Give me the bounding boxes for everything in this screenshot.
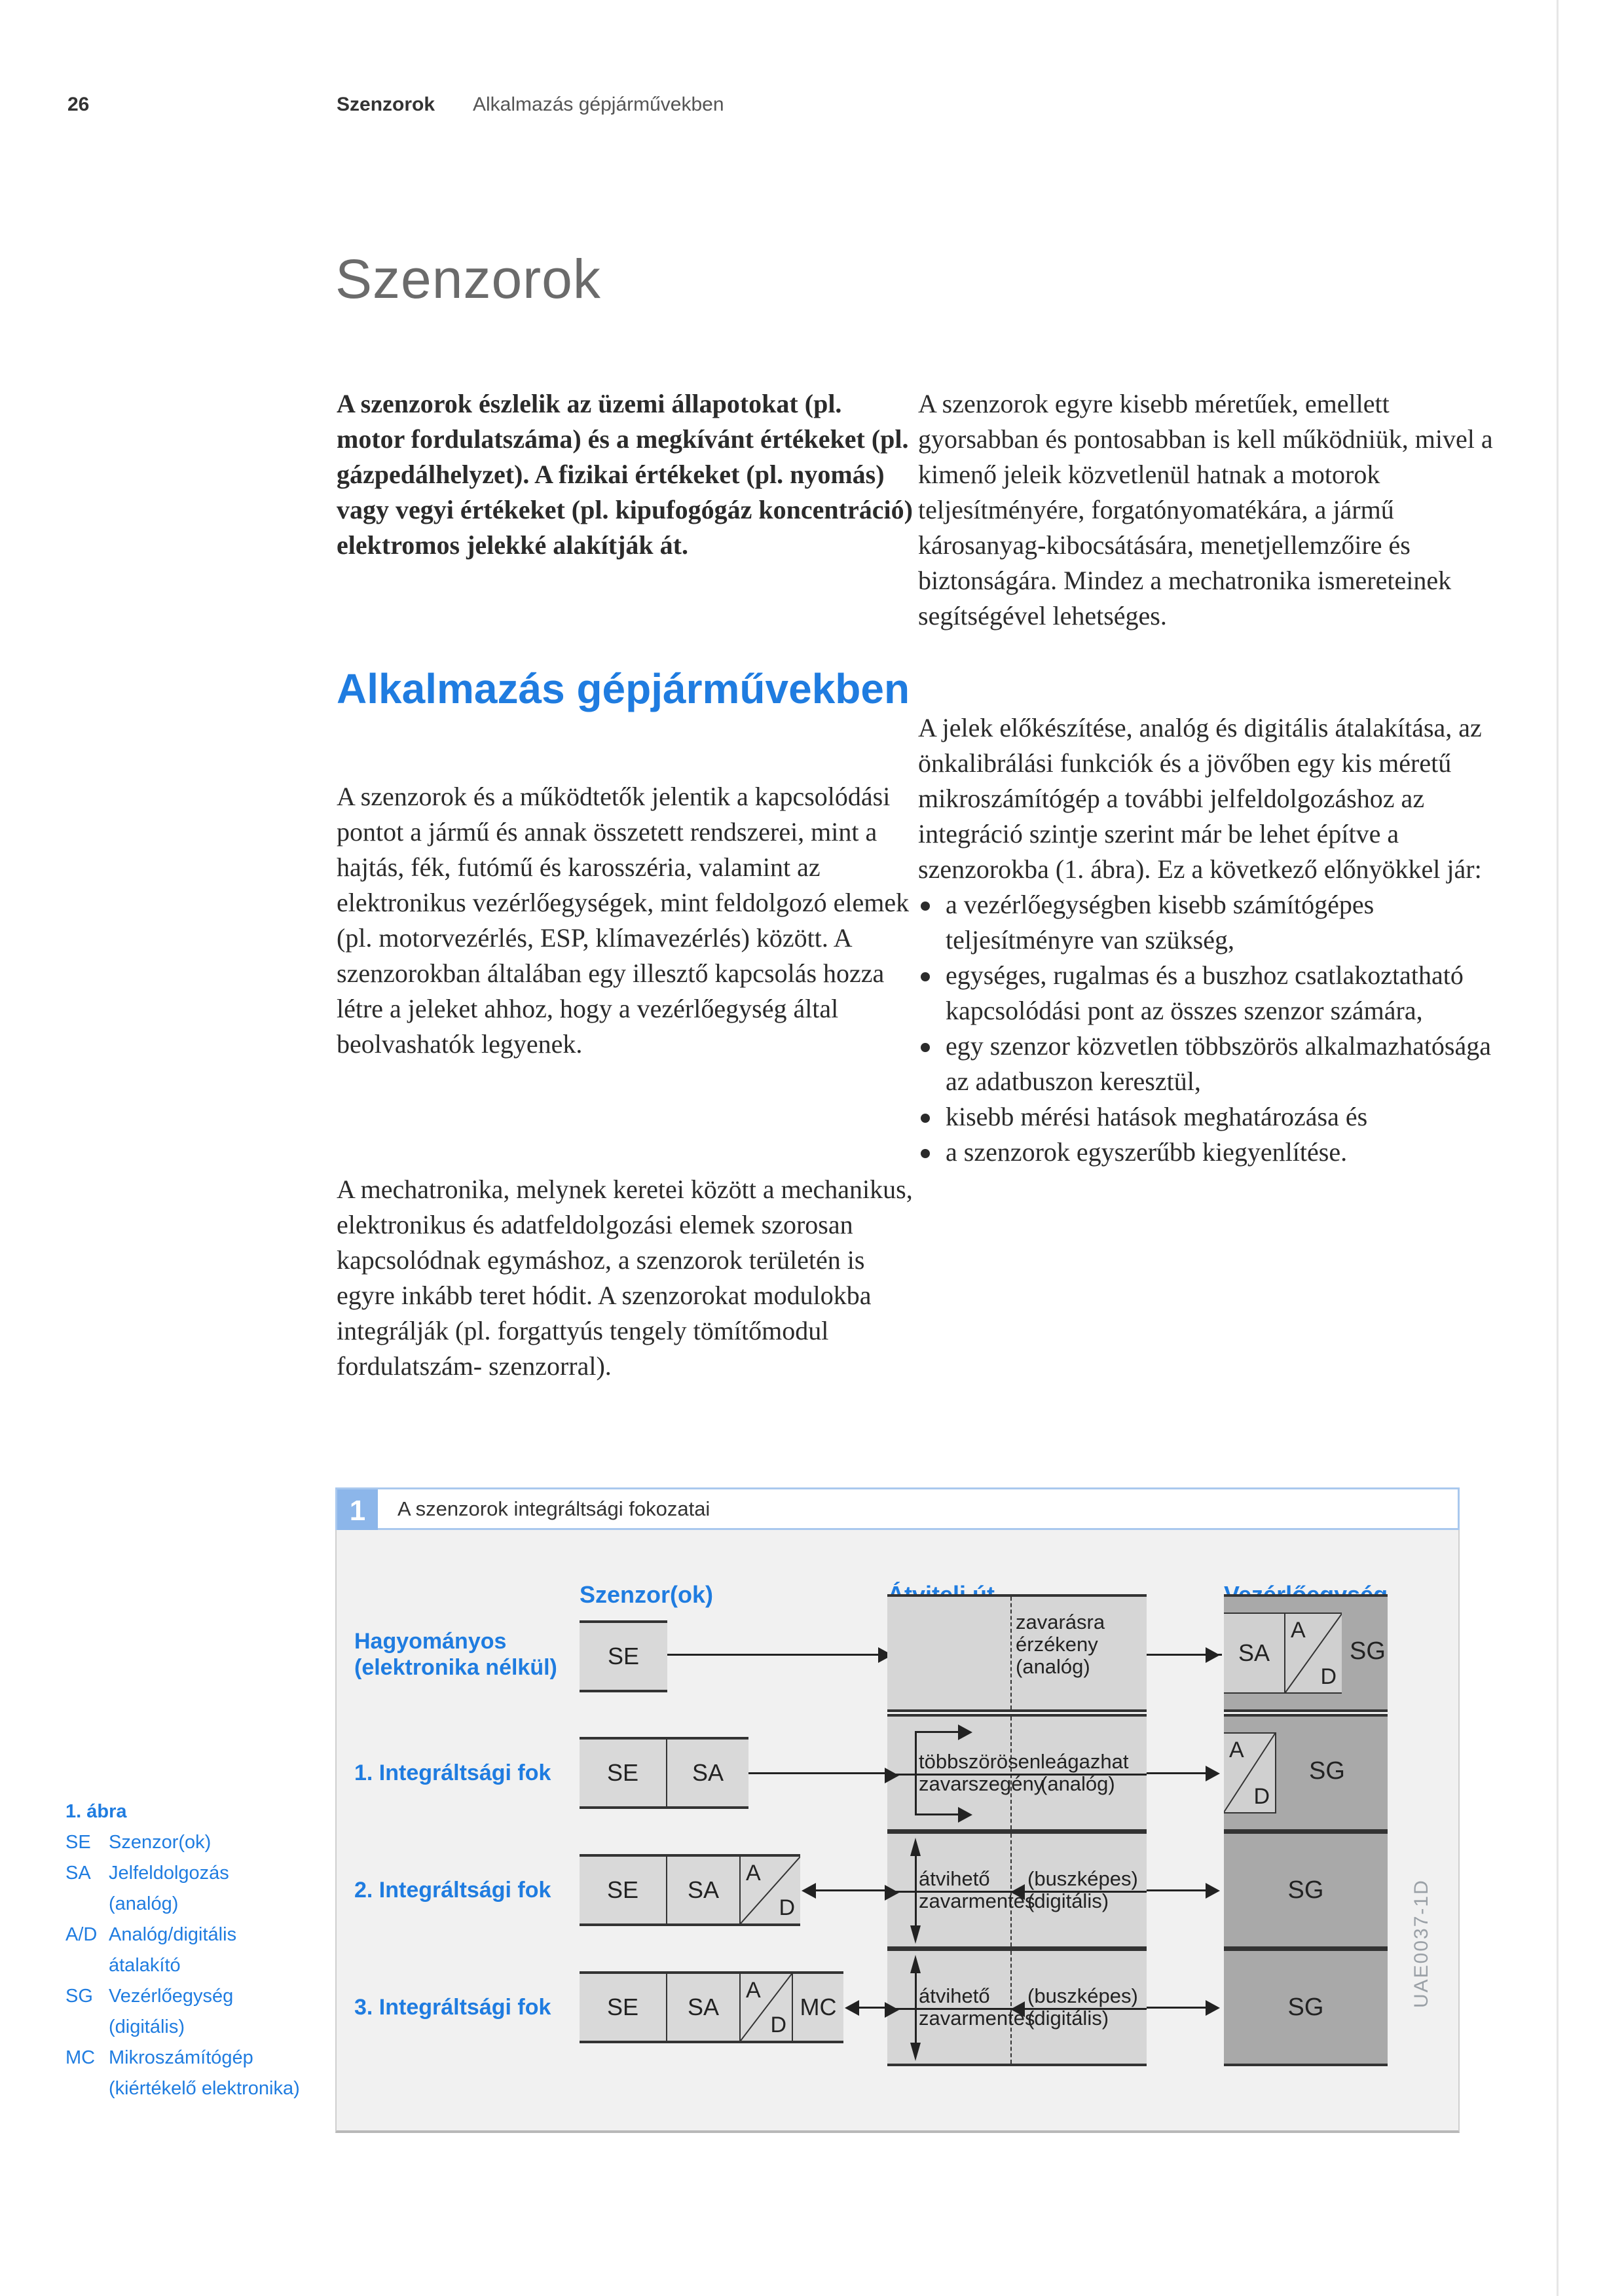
control-unit-box <box>1224 1831 1388 1949</box>
note-line: többszörösen <box>919 1750 1041 1773</box>
arrow-right-icon <box>885 1768 899 1783</box>
figure-header <box>335 1487 1460 1530</box>
block-label: MC <box>800 1994 837 2020</box>
figure-title: A szenzorok integráltsági fokozatai <box>397 1497 710 1520</box>
row-label-level-1: 1. Integráltsági fok <box>354 1760 551 1785</box>
arrow-right-icon <box>1206 2000 1220 2016</box>
caption-abbr: A/D <box>65 1924 98 1945</box>
signal-line <box>1147 1772 1206 1774</box>
ad-d-label: D <box>1320 1664 1337 1689</box>
body-text: A szenzorok egyre kisebb méretűek, emellett gyorsabban és pontosabban is kell működniük, mivel a kimenő jeleik közvetlenül hatnak a motorok teljesítményére, forgatónyomatékára, a jármű károsanyag-kibocsátására, menetjellemzőire és biztonságára. Mindez a mechatronika ismereteinek segítségével lehetséges. <box>918 389 1493 630</box>
block-label: SA <box>687 1876 720 1903</box>
list-item: a vezérlőegységben kisebb számítógépes teljesítményre van szükség, <box>918 887 1494 958</box>
arrow-right-icon <box>1206 1883 1220 1899</box>
block-mc <box>793 1974 843 2041</box>
list-item: egységes, rugalmas és a buszhoz csatlakoztatható kapcsolódási pont az összes szenzor számára, <box>918 958 1494 1029</box>
signal-line <box>1147 2007 1206 2009</box>
arrow-left-icon <box>845 2000 859 2016</box>
ad-d-label: D <box>779 1895 795 1920</box>
block-sa <box>667 1857 741 1923</box>
block-sg: SG <box>1350 1637 1386 1665</box>
page-number: 26 <box>67 94 90 115</box>
caption-abbr: SG <box>65 1986 93 2007</box>
sensor-module <box>580 1971 843 2043</box>
signal-line <box>1147 1889 1206 1891</box>
list-item: kisebb mérési hatások meghatározása és <box>918 1099 1494 1135</box>
signal-line <box>858 2007 887 2009</box>
block-se <box>580 1740 667 1806</box>
control-unit-box <box>1224 1948 1388 2066</box>
arrow-right-icon <box>1206 1647 1220 1663</box>
block-sg: SG <box>1287 1993 1324 2021</box>
left-column-paragraph-2 <box>337 1172 913 1384</box>
block-label: SE <box>606 1759 639 1786</box>
section-heading: Alkalmazás gépjárművekben <box>337 665 910 712</box>
sensor-block-se <box>580 1620 667 1692</box>
scan-edge-line <box>1557 0 1559 2296</box>
lead-paragraph <box>337 386 913 563</box>
row-label-level-2: 2. Integráltsági fok <box>354 1878 551 1903</box>
arrow-left-icon <box>802 1883 816 1899</box>
signal-line <box>1147 1654 1206 1656</box>
note-line: (analóg) <box>1041 1772 1115 1795</box>
ad-d-label: D <box>770 2013 786 2037</box>
caption-desc: Jelfeldolgozás (analóg) <box>109 1863 229 1914</box>
note-line: érzékeny <box>1016 1633 1098 1656</box>
note-line: zavarszegény <box>919 1772 1044 1795</box>
transmission-note-right <box>1027 1868 1138 1912</box>
body-text: A mechatronika, melynek keretei között a mechanikus, elektronikus és adatfeldolgozási elemek szorosan kapcsolódnak egymáshoz, a szenzorok területén is egyre inkább teret hódit. A szenzorokat modulokba integrálják (pl. forgattyús tengely tömítőmodul fordulatszám- szenzorral). <box>337 1175 913 1381</box>
note-line: zavarmentes <box>919 1889 1035 1912</box>
sensor-module <box>580 1737 748 1809</box>
ad-a-label: A <box>746 1978 761 2003</box>
note-line: (digitális) <box>1027 2007 1109 2030</box>
branch-line <box>915 1731 961 1733</box>
transmission-note-left <box>919 1868 1035 1912</box>
sa-ad-inner <box>1224 1613 1342 1694</box>
list-item: egy szenzor közvetlen többszörös alkalmazhatósága az adatbuszon keresztül, <box>918 1029 1494 1099</box>
transmission-note-left <box>919 1985 1035 2030</box>
arrow-down-icon <box>910 1925 921 1944</box>
note-line: (buszképes) <box>1027 1867 1138 1890</box>
note-line: zavarmentes <box>919 2007 1035 2030</box>
control-unit-box <box>1224 1594 1388 1712</box>
transmission-box <box>887 1714 1147 1832</box>
block-label: SA <box>692 1759 724 1786</box>
transmission-note <box>1016 1611 1105 1678</box>
caption-desc: Mikroszámítógép (kiértékelő elektronika) <box>109 2047 300 2099</box>
arrow-right-icon <box>958 1807 972 1823</box>
note-line: (digitális) <box>1027 1889 1109 1912</box>
note-line: leágazhat <box>1041 1750 1129 1773</box>
block-se <box>580 1857 667 1923</box>
caption-abbr: SE <box>65 1832 91 1853</box>
ad-converter-block <box>1224 1732 1276 1813</box>
ad-a-label: A <box>1229 1738 1244 1762</box>
ad-d-label: D <box>1253 1784 1270 1809</box>
caption-abbr: SA <box>65 1863 91 1884</box>
running-header-section: Szenzorok <box>337 94 435 115</box>
figure-code: UAE0037-1D <box>1411 1879 1432 2008</box>
block-sg: SG <box>1287 1876 1324 1904</box>
ad-a-label: A <box>746 1861 761 1886</box>
note-line: zavarásra <box>1016 1611 1105 1633</box>
block-label: SA <box>687 1994 720 2020</box>
body-text: A szenzorok és a működtetők jelentik a kapcsolódási pontot a jármű és annak összetett rendszerei, mint a hajtás, fék, futómű és karosszéria, valamint az elektronikus vezérlőegységek, mint feldolgozó elemek (pl. motorvezérlés, ESP, klímavezérlés) között. A szenzorokban általában egy illesztő kapcsolás hozza létre a jeleket ahhoz, hogy a vezérlőegység által beolvashatók legyenek. <box>337 782 910 1059</box>
figure-number-badge: 1 <box>337 1489 378 1532</box>
ad-converter-block <box>741 1857 800 1923</box>
caption-item <box>65 1920 301 1981</box>
arrow-down-icon <box>910 2043 921 2061</box>
arrow-up-icon <box>910 1955 921 1973</box>
note-line: átvihető <box>919 1984 990 2007</box>
transmission-box <box>887 1831 1147 1949</box>
arrow-right-icon <box>958 1724 972 1740</box>
list-item: a szenzorok egyszerűbb kiegyenlítése. <box>918 1135 1494 1170</box>
sensor-module <box>580 1854 800 1926</box>
caption-item <box>65 1827 301 1858</box>
page-title: Szenzorok <box>335 248 601 310</box>
transmission-note-left <box>919 1751 1044 1795</box>
block-label: SE <box>607 1643 640 1669</box>
ad-converter-block <box>1285 1614 1342 1692</box>
row-label-line: (elektronika nélkül) <box>354 1655 557 1680</box>
transmission-box <box>887 1948 1147 2066</box>
arrow-right-icon <box>1206 1766 1220 1781</box>
advantages-list <box>918 887 1494 1170</box>
arrow-right-icon <box>885 2002 899 2018</box>
transmission-note-right <box>1041 1751 1128 1795</box>
caption-title: 1. ábra <box>65 1801 127 1822</box>
lead-text: A szenzorok észlelik az üzemi állapotokat (pl. motor fordulatszáma) és a megkívánt értékeket (pl. gázpedálhelyzet). A fizikai értékeket (pl. nyomás) vagy vegyi értékeket (pl. kipufogógáz koncentráció) elektromos jelekké alakítják át. <box>337 389 913 560</box>
ad-converter-block <box>741 1974 793 2041</box>
block-label: SA <box>1238 1639 1270 1666</box>
caption-desc: Szenzor(ok) <box>109 1832 212 1853</box>
ad-a-label: A <box>1291 1618 1306 1643</box>
arrow-right-icon <box>885 1885 899 1901</box>
right-column-paragraph-1 <box>918 386 1494 634</box>
block-sg: SG <box>1309 1757 1345 1785</box>
block-label: SE <box>606 1994 639 2020</box>
right-column-paragraph-2 <box>918 710 1494 1170</box>
running-header-subsection: Alkalmazás gépjárművekben <box>473 94 724 115</box>
column-header-sensors: Szenzor(ok) <box>580 1581 714 1608</box>
note-line: (analóg) <box>1016 1655 1090 1678</box>
divider <box>1010 1597 1012 1709</box>
note-line: átvihető <box>919 1867 990 1890</box>
signal-line <box>815 1889 887 1891</box>
caption-desc: Vezérlőegység (digitális) <box>109 1986 234 2037</box>
row-label-level-3: 3. Integráltsági fok <box>354 1995 551 2020</box>
note-line: (buszképes) <box>1027 1984 1138 2007</box>
caption-item <box>65 1858 301 1920</box>
block-sa <box>667 1740 748 1806</box>
branch-line <box>915 1813 961 1815</box>
caption-item <box>65 1981 301 2043</box>
caption-desc: Analóg/digitális átalakító <box>109 1924 237 1976</box>
body-text: A jelek előkészítése, analóg és digitális átalakítása, az önkalibrálási funkciók és a jövőben egy kis méretű mikroszámítógép a további jelfeldolgozáshoz az integráció szintje szerint már be lehet építve a szenzorokba (1. ábra). Ez a következő előnyökkel jár: <box>918 713 1482 884</box>
block-label: SE <box>606 1876 639 1903</box>
block-sa <box>667 1974 741 2041</box>
block-sa <box>1224 1614 1285 1692</box>
caption-abbr: MC <box>65 2047 96 2068</box>
figure-body <box>335 1530 1460 2133</box>
figure-integration-levels <box>335 1487 1460 2133</box>
control-unit-box <box>1224 1714 1388 1832</box>
transmission-box <box>887 1594 1147 1712</box>
arrow-up-icon <box>910 1838 921 1856</box>
left-column-paragraph-1 <box>337 779 913 1062</box>
row-label-conventional <box>354 1628 557 1681</box>
transmission-note-right <box>1027 1985 1138 2030</box>
signal-line <box>748 1772 887 1774</box>
block-se <box>580 1974 667 2041</box>
caption-item <box>65 2043 301 2104</box>
branch-line <box>915 1731 917 1815</box>
figure-caption <box>65 1796 301 2104</box>
row-label-line: Hagyományos <box>354 1629 507 1654</box>
